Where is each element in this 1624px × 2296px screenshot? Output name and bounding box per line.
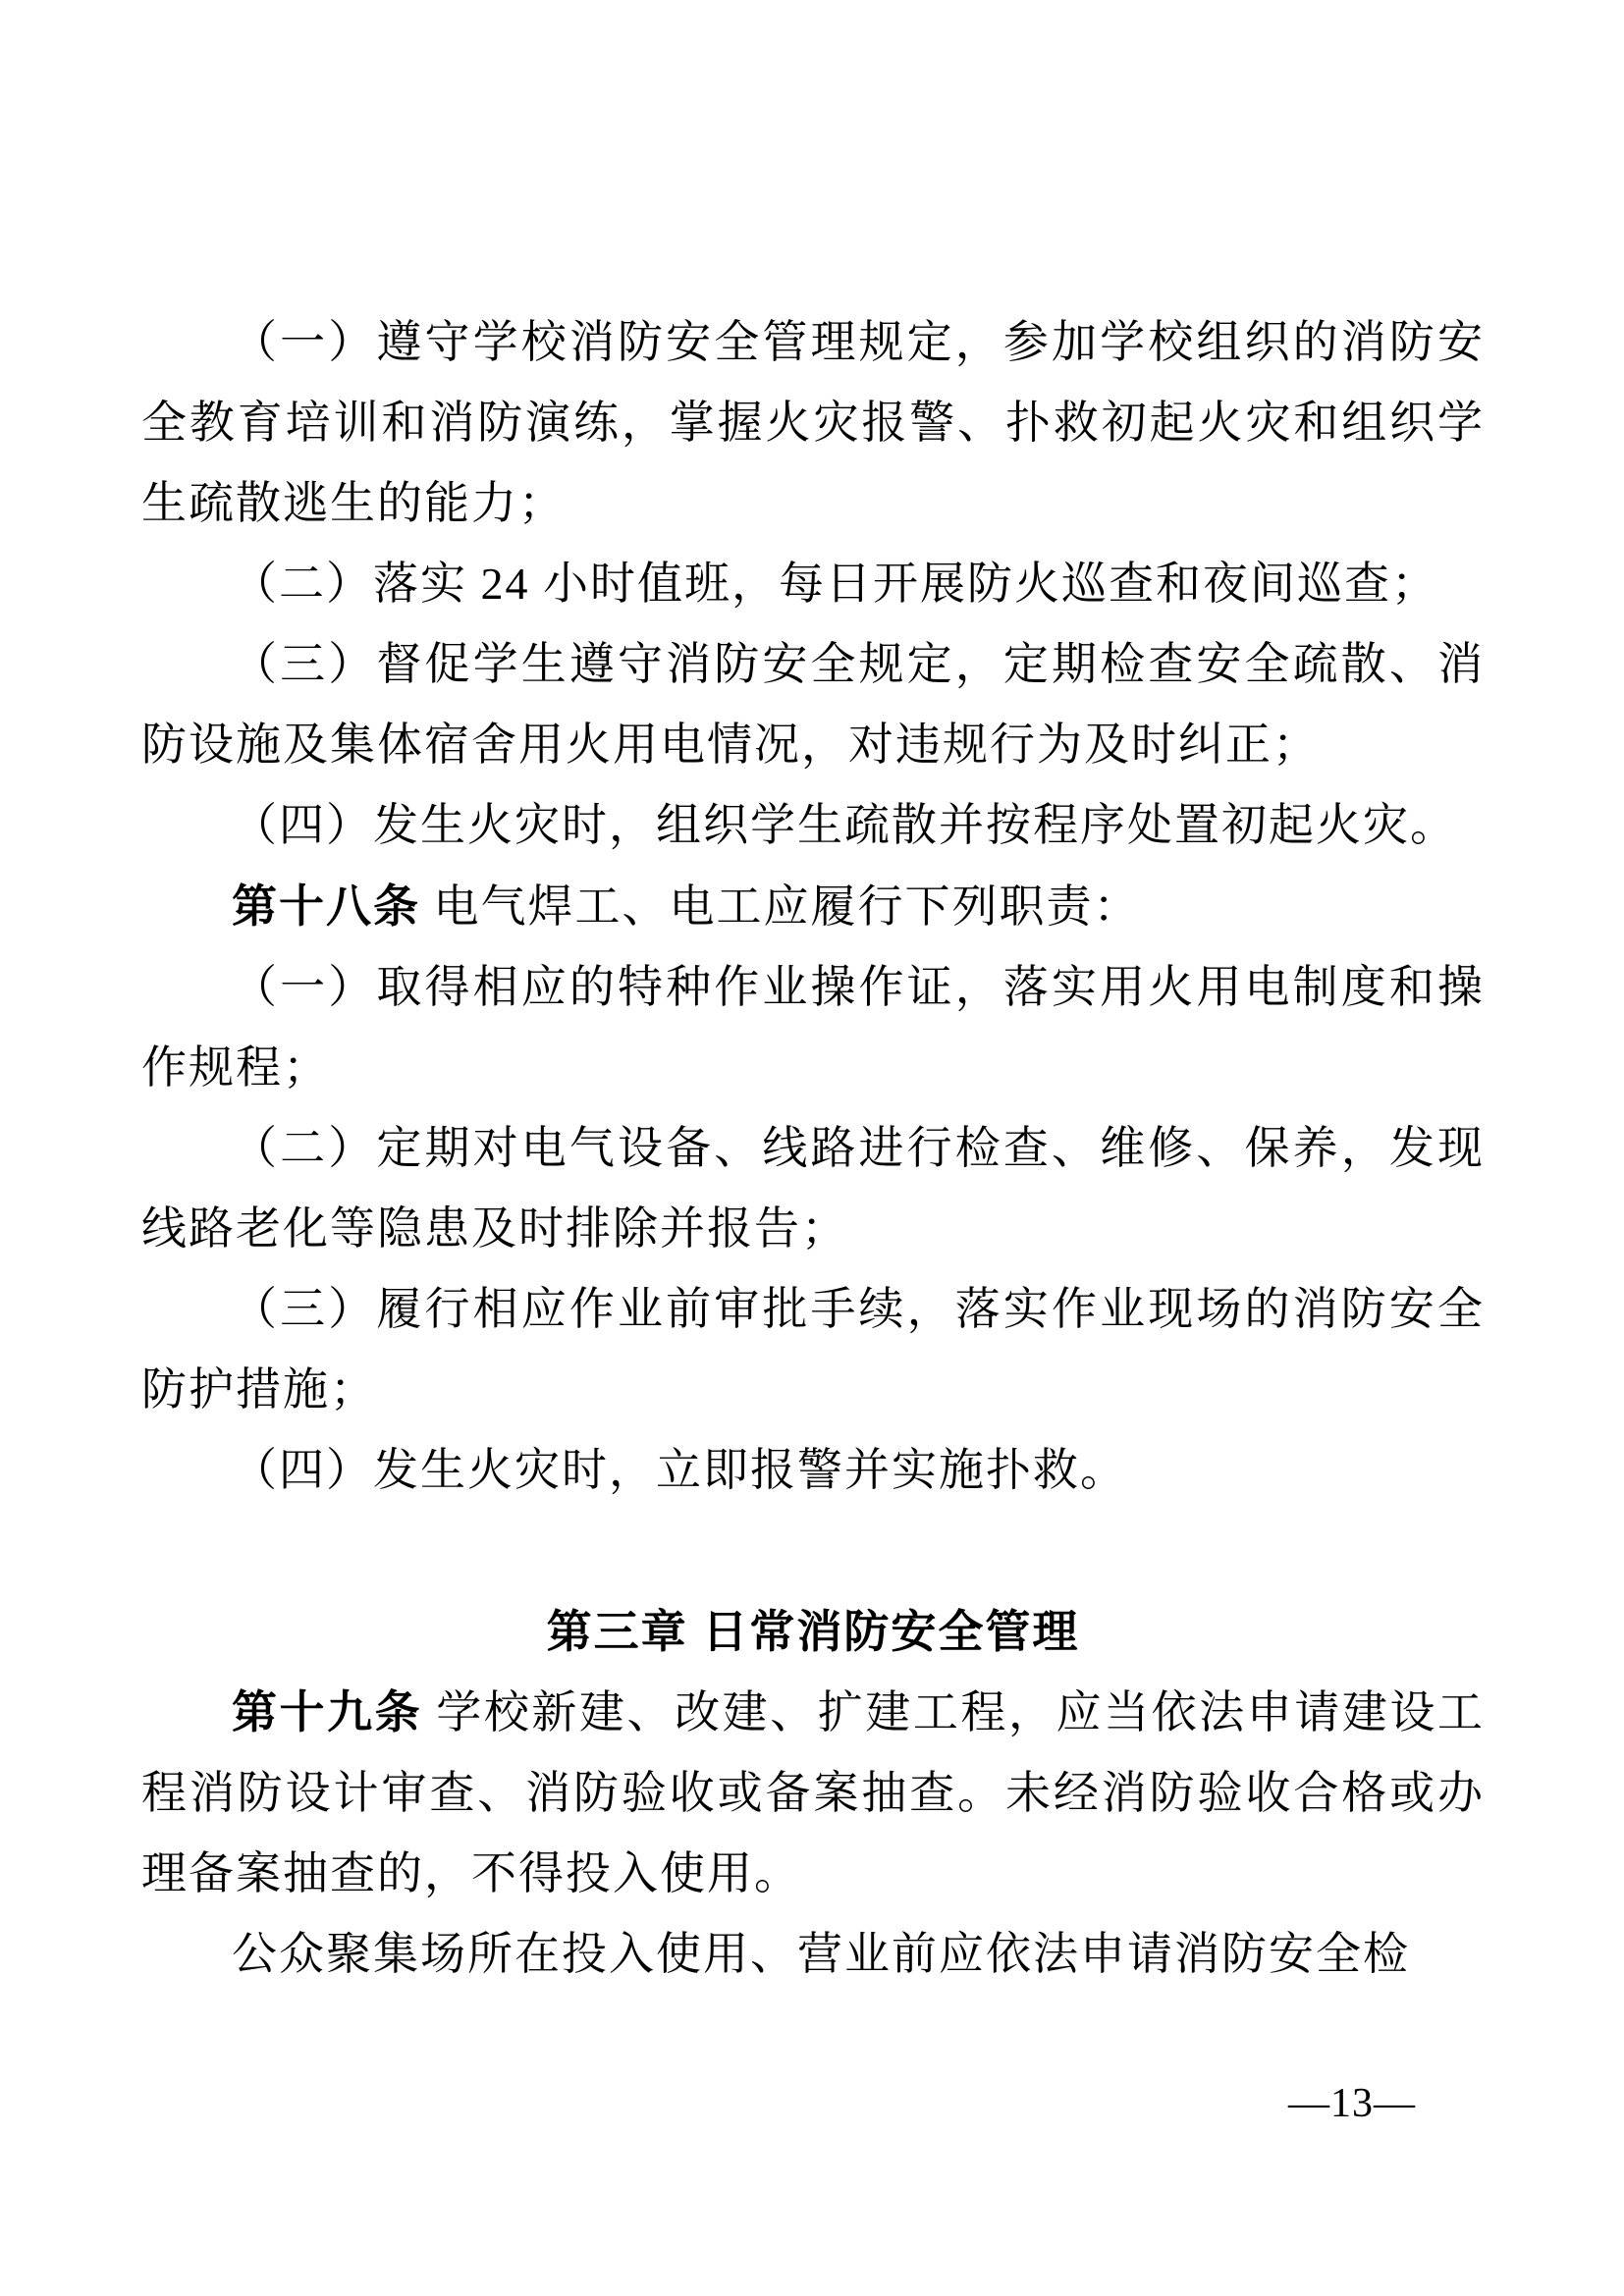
article-paragraph [141, 866, 1485, 947]
article-text: 电气焊工、电工应履行下列职责： [420, 881, 1141, 932]
article-number: 第十九条 [232, 1686, 423, 1737]
body-paragraph: （四）发生火灾时，组织学生疏散并按程序处置初起火灾。 [232, 800, 1457, 850]
page-number: —13— [1288, 2081, 1416, 2126]
body-paragraph: 公众聚集场所在投入使用、营业前应依法申请消防安全检 [232, 1929, 1410, 1979]
body-paragraph: （一）取得相应的特种作业操作证，落实用火用电制度和操作规程； [141, 962, 1485, 1093]
chapter-heading: 第三章 日常消防安全管理 [546, 1606, 1080, 1657]
body-paragraph: （二）定期对电气设备、线路进行检查、维修、保养，发现线路老化等隐患及时排除并报告； [141, 1123, 1485, 1254]
body-paragraph: （四）发生火灾时，立即报警并实施扑救。 [232, 1445, 1127, 1495]
document-body [141, 302, 1485, 1995]
body-paragraph: （三）督促学生遵守消防安全规定，定期检查安全疏散、消防设施及集体宿舍用火用电情况，对违规行为及时纠正； [141, 639, 1485, 770]
article-paragraph [141, 1672, 1485, 1914]
article-number: 第十八条 [232, 881, 420, 932]
body-paragraph: （二）落实 24 小时值班，每日开展防火巡查和夜间巡查； [232, 559, 1438, 609]
article-text: 学校新建、改建、扩建工程，应当依法申请建设工程消防设计审查、消防验收或备案抽查。未经消防验收合格或办理备案抽查的，不得投入使用。 [141, 1687, 1486, 1898]
body-paragraph: （一）遵守学校消防安全管理规定，参加学校组织的消防安全教育培训和消防演练，掌握火灾报警、扑救初起火灾和组织学生疏散逃生的能力； [141, 317, 1485, 528]
body-paragraph: （三）履行相应作业前审批手续，落实作业现场的消防安全防护措施； [141, 1284, 1485, 1415]
